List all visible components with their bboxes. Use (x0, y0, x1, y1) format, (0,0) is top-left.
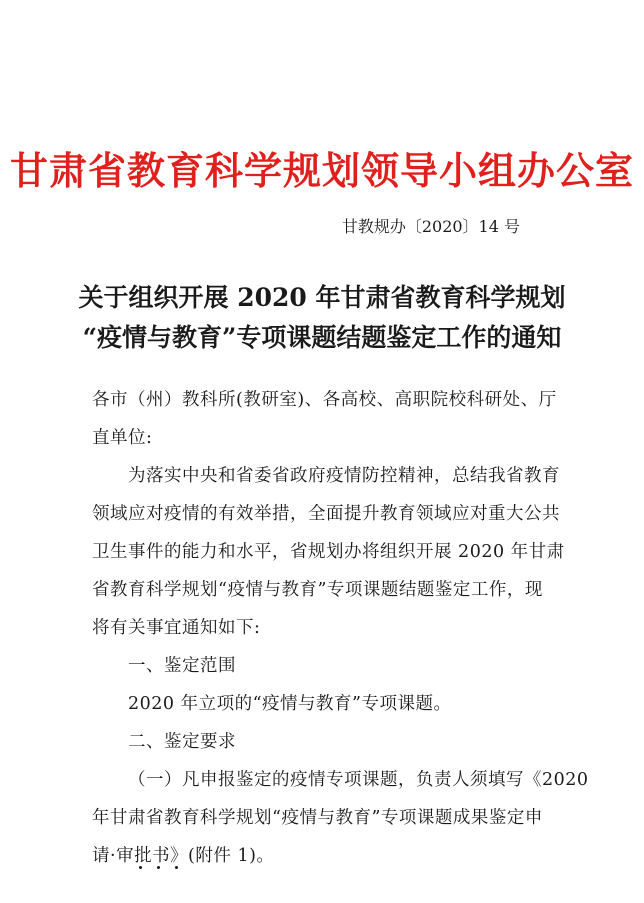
emphasis-dot (175, 866, 178, 869)
addressee-line-2: 直单位: (92, 428, 153, 448)
section-1-text: 2020 年立项的“疫情与教育”专项课题。 (128, 694, 452, 714)
paragraph-1-line-1: 为落实中央和省委省政府疫情防控精神，总结我省教育 (128, 466, 560, 486)
paragraph-1-line-2: 领域应对疫情的有效举措，全面提升教育领域应对重大公共 (92, 504, 560, 524)
notice-title-line-1: 关于组织开展 2020 年甘肃省教育科学规划 (78, 283, 566, 312)
emphasis-dot (157, 866, 160, 869)
notice-title-line-2: “疫情与教育”专项课题结题鉴定工作的通知 (82, 323, 562, 352)
document-number: 甘教规办〔2020〕14 号 (341, 217, 520, 236)
section-2-item-1-line-2: 年甘肃省教育科学规划“疫情与教育”专项课题成果鉴定申 (92, 808, 543, 828)
org-title: 甘肃省教育科学规划领导小组办公室 (9, 148, 634, 193)
addressee-line-1: 各市（州）教科所(教研室)、各高校、高职院校科研处、厅 (92, 390, 557, 410)
paragraph-1-line-5: 将有关事宜通知如下: (92, 618, 261, 638)
paragraph-1-line-4: 省教育科学规划“疫情与教育”专项课题结题鉴定工作，现 (92, 580, 543, 600)
section-2-item-1-line-1: （一）凡申报鉴定的疫情专项课题，负责人须填写《2020 (128, 770, 589, 790)
section-1-heading: 一、鉴定范围 (128, 656, 236, 676)
paragraph-1-line-3: 卫生事件的能力和水平，省规划办将组织开展 2020 年甘肃 (92, 542, 565, 562)
section-2-item-1-line-3: 请·审批书》(附件 1)。 (92, 846, 275, 866)
section-2-heading: 二、鉴定要求 (128, 732, 236, 752)
emphasis-dot (139, 866, 142, 869)
